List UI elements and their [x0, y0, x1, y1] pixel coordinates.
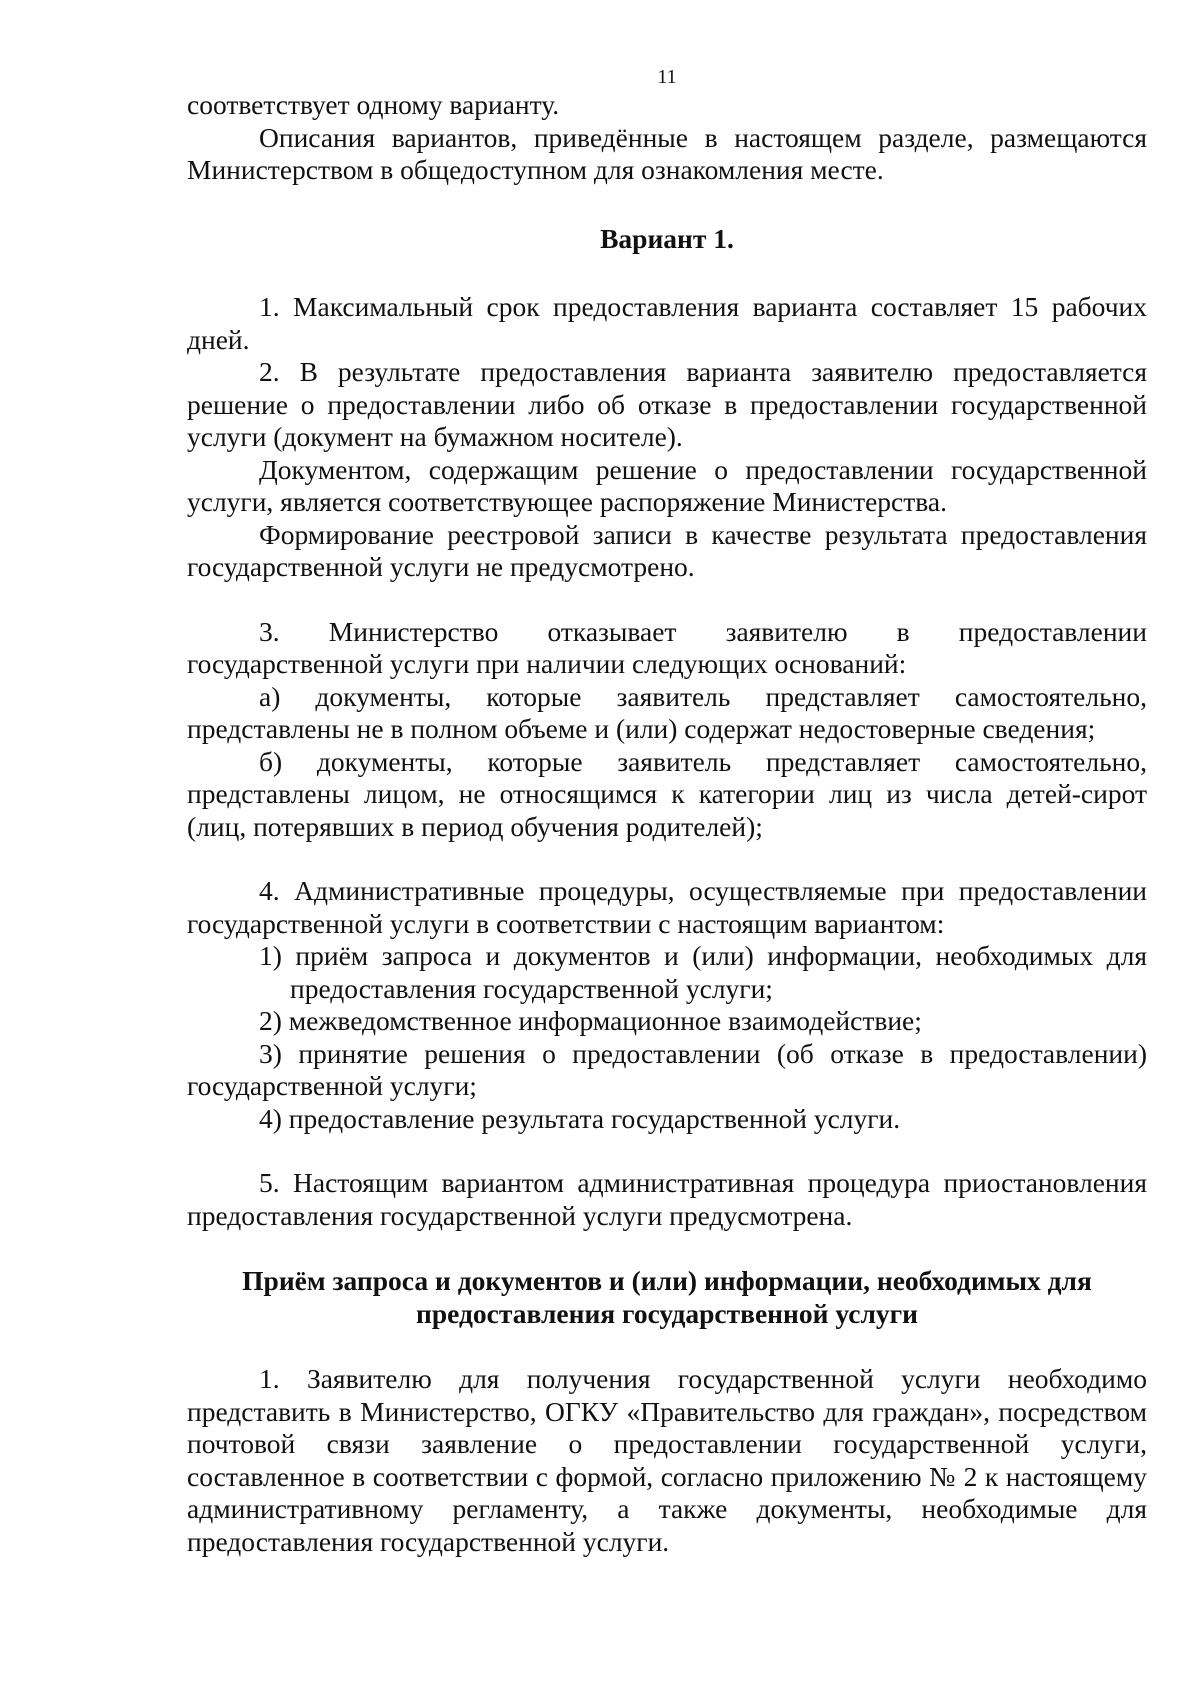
page-number: 11 — [657, 66, 677, 88]
paragraph-variants-description: Описания вариантов, приведённые в настоящем разделе, размещаются Министерством в общедоступном для ознакомления месте. — [187, 121, 1147, 185]
paragraph-refusal-item-a: а) документы, которые заявитель представляет самостоятельно, представлены не в полном объеме и (или) содержат недостоверные сведения; — [187, 680, 1147, 744]
list-item-procedure-4: 4) предоставление результата государственной услуги. — [259, 1102, 901, 1134]
list-item-procedure-1: 1) приём запроса и документов и (или) информации, необходимых для предоставления государственной услуги; — [259, 940, 1147, 1004]
heading-request-reception-line-2: предоставления государственной услуги — [416, 1297, 918, 1329]
list-item-procedure-2: 2) межведомственное информационное взаимодействие; — [259, 1005, 922, 1036]
list-item-procedure-3: 3) принятие решения о предоставлении (об отказе в предоставлении) государственной услуги; — [187, 1037, 1147, 1101]
paragraph-max-term: 1. Максимальный срок предоставления варианта составляет 15 рабочих дней. — [187, 291, 1147, 355]
paragraph-refusal-line-2: государственной услуги при наличии следующих оснований: — [187, 648, 907, 679]
document-body — [187, 89, 1147, 1558]
paragraph-suspension: 5. Настоящим вариантом административная процедура приостановления предоставления государственной услуги предусмотрена. — [187, 1167, 1147, 1231]
paragraph-registry-record: Формирование реестровой записи в качестве результата предоставления государственной услуги не предусмотрено. — [187, 518, 1147, 582]
heading-variant-1: Вариант 1. — [600, 222, 734, 254]
paragraph-refusal-item-b: б) документы, которые заявитель представляет самостоятельно, представлены лицом, не относящимся к категории лиц из числа детей-сирот (лиц, потерявших в период обучения родителей); — [187, 745, 1147, 842]
paragraph-applicant-submission: 1. Заявителю для получения государственной услуги необходимо представить в Министерство, ОГКУ «Правительство для граждан», посредством почтовой связи заявление о предоставлении государственной услуги, составленное в соответствии с формой, согласно приложению № 2 к настоящему административному регламенту, а также документы, необходимые для предоставления государственной услуги. — [187, 1363, 1147, 1557]
paragraph-document-decision: Документом, содержащим решение о предоставлении государственной услуги, является соответствующее распоряжение Министерства. — [187, 453, 1147, 517]
paragraph-admin-procedures: 4. Административные процедуры, осуществляемые при предоставлении государственной услуги в соответствии с настоящим вариантом: — [187, 875, 1147, 939]
paragraph-continuation: соответствует одному варианту. — [187, 89, 560, 120]
paragraph-refusal-line-1: 3. Министерство отказывает заявителю в предоставлении — [259, 615, 1147, 647]
paragraph-result: 2. В результате предоставления варианта заявителю предоставляется решение о предоставлении либо об отказе в предоставлении государственной услуги (документ на бумажном носителе). — [187, 356, 1147, 452]
heading-request-reception-line-1: Приём запроса и документов и (или) информации, необходимых для — [242, 1265, 1092, 1296]
